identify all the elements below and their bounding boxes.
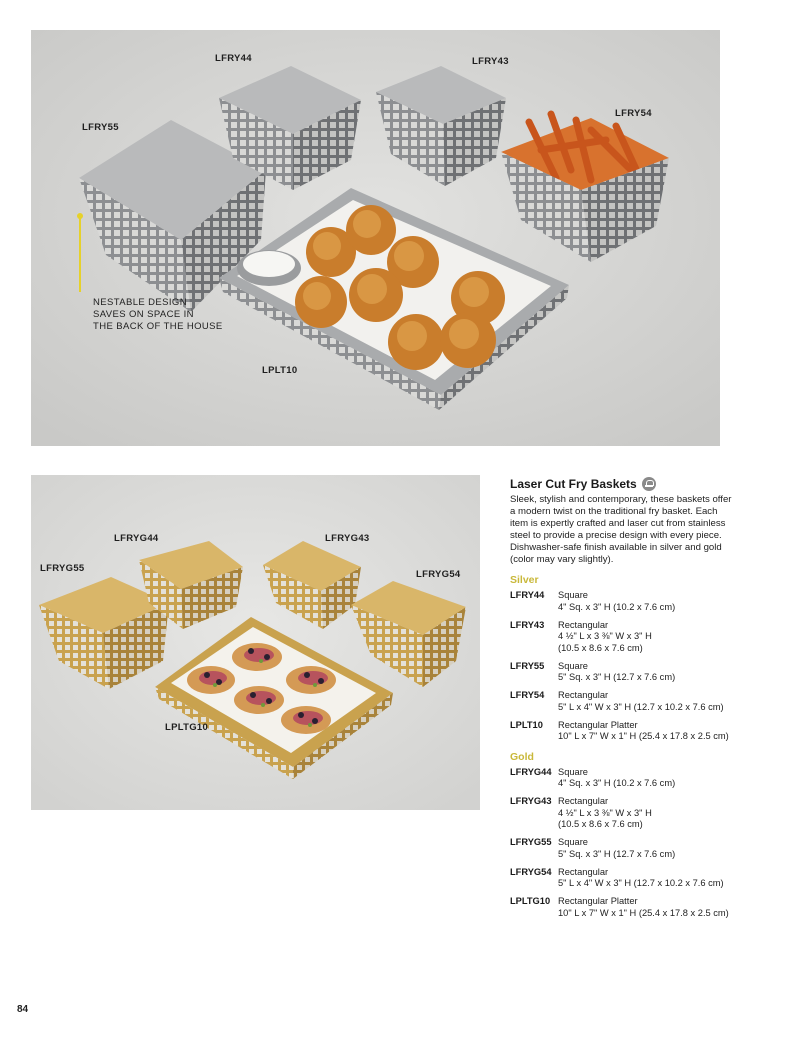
label-lfryg55: LFRYG55 bbox=[40, 563, 85, 574]
sku-code: LFRY55 bbox=[510, 660, 545, 671]
sku-code: LFRYG55 bbox=[510, 837, 552, 847]
silver-baskets-photo bbox=[31, 30, 720, 446]
sku-code: LPLT10 bbox=[510, 719, 543, 730]
sku-code: LFRY43 bbox=[510, 619, 545, 630]
spec-line: Square bbox=[558, 837, 588, 847]
sku-code: LFRY54 bbox=[510, 690, 545, 700]
spec-line: 4" Sq. x 3" H (10.2 x 7.6 cm) bbox=[558, 778, 676, 788]
spec-row bbox=[510, 796, 740, 831]
label-lfry43: LFRY43 bbox=[472, 56, 509, 67]
spec-row bbox=[510, 720, 740, 743]
spec-line: 5" Sq. x 3" H (12.7 x 7.6 cm) bbox=[558, 672, 676, 682]
spec-line: 5" L x 4" W x 3" H (12.7 x 10.2 x 7.6 cm) bbox=[558, 878, 724, 888]
lid-icon bbox=[642, 477, 656, 491]
product-title: Laser Cut Fry Baskets bbox=[510, 477, 637, 491]
gold-item-list bbox=[510, 767, 740, 920]
label-lplt10: LPLT10 bbox=[262, 365, 298, 376]
spec-row bbox=[510, 590, 740, 613]
gold-baskets-illustration bbox=[31, 475, 480, 810]
spec-line: Square bbox=[558, 590, 588, 600]
sku-code: LPLTG10 bbox=[510, 896, 551, 906]
sku-code: LFRY44 bbox=[510, 590, 545, 600]
label-lfry44: LFRY44 bbox=[215, 53, 252, 64]
product-info bbox=[510, 477, 740, 926]
spec-row bbox=[510, 661, 740, 684]
gold-heading: Gold bbox=[510, 750, 534, 763]
callout-line-2: SAVES ON SPACE IN bbox=[93, 309, 194, 320]
spec-details bbox=[558, 896, 729, 919]
spec-line: Rectangular bbox=[558, 866, 609, 877]
spec-line: 4 ½" L x 3 ⅜" W x 3" H bbox=[558, 631, 652, 641]
spec-details bbox=[558, 767, 675, 790]
spec-row bbox=[510, 767, 740, 790]
spec-line: Rectangular bbox=[558, 796, 609, 806]
spec-row bbox=[510, 620, 740, 655]
spec-line: Rectangular Platter bbox=[558, 896, 638, 906]
spec-line: Square bbox=[558, 766, 588, 777]
spec-details bbox=[558, 620, 652, 655]
spec-line: Rectangular Platter bbox=[558, 719, 638, 730]
spec-line: 4" Sq. x 3" H (10.2 x 7.6 cm) bbox=[558, 601, 676, 612]
spec-details bbox=[558, 590, 675, 613]
spec-row bbox=[510, 837, 740, 860]
spec-details bbox=[558, 837, 675, 860]
label-lpltg10: LPLTG10 bbox=[165, 722, 209, 733]
spec-line: Rectangular bbox=[558, 619, 609, 630]
label-lfry54: LFRY54 bbox=[615, 108, 652, 119]
gold-baskets-photo bbox=[31, 475, 480, 810]
label-lfryg54: LFRYG54 bbox=[416, 569, 461, 580]
callout-line bbox=[79, 216, 81, 292]
spec-line: (10.5 x 8.6 x 7.6 cm) bbox=[558, 819, 643, 829]
spec-details bbox=[558, 867, 724, 890]
spec-details bbox=[558, 661, 675, 684]
page-number: 84 bbox=[17, 1004, 29, 1015]
spec-line: 10" L x 7" W x 1" H (25.4 x 17.8 x 2.5 cm) bbox=[558, 731, 729, 741]
label-lfry55: LFRY55 bbox=[82, 122, 119, 133]
label-lfryg44: LFRYG44 bbox=[114, 533, 159, 544]
spec-details bbox=[558, 796, 652, 831]
callout-dot bbox=[77, 213, 83, 219]
sku-code: LFRYG43 bbox=[510, 796, 552, 806]
spec-details bbox=[558, 720, 729, 743]
spec-line: 5" L x 4" W x 3" H (12.7 x 10.2 x 7.6 cm) bbox=[558, 701, 724, 712]
spec-row bbox=[510, 867, 740, 890]
sku-code: LFRYG54 bbox=[510, 866, 552, 877]
spec-line: 5" Sq. x 3" H (12.7 x 7.6 cm) bbox=[558, 848, 676, 859]
sku-code: LFRYG44 bbox=[510, 766, 552, 777]
spec-line: 10" L x 7" W x 1" H (25.4 x 17.8 x 2.5 cm) bbox=[558, 907, 729, 918]
spec-line: (10.5 x 8.6 x 7.6 cm) bbox=[558, 642, 643, 653]
silver-item-list bbox=[510, 590, 740, 743]
label-lfryg43: LFRYG43 bbox=[325, 533, 370, 544]
callout-line-1: NESTABLE DESIGN bbox=[93, 297, 187, 308]
spec-details bbox=[558, 690, 724, 713]
spec-line: Square bbox=[558, 660, 588, 671]
product-description: Sleek, stylish and contemporary, these baskets offer a modern twist on the traditional fry basket. Each item is expertly crafted and laser cut from stainless steel to provide a precise design with every piece. Dishwasher-safe finish available in silver and gold (color may vary slightly). bbox=[510, 494, 732, 565]
callout-line-3: THE BACK OF THE HOUSE bbox=[93, 321, 223, 332]
spec-line: 4 ½" L x 3 ⅜" W x 3" H bbox=[558, 807, 652, 818]
product-title-row bbox=[510, 477, 740, 491]
silver-baskets-illustration bbox=[31, 30, 720, 446]
nestable-callout bbox=[93, 297, 223, 333]
spec-line: Rectangular bbox=[558, 690, 609, 700]
spec-row bbox=[510, 896, 740, 919]
spec-row bbox=[510, 690, 740, 713]
silver-heading: Silver bbox=[510, 574, 539, 586]
